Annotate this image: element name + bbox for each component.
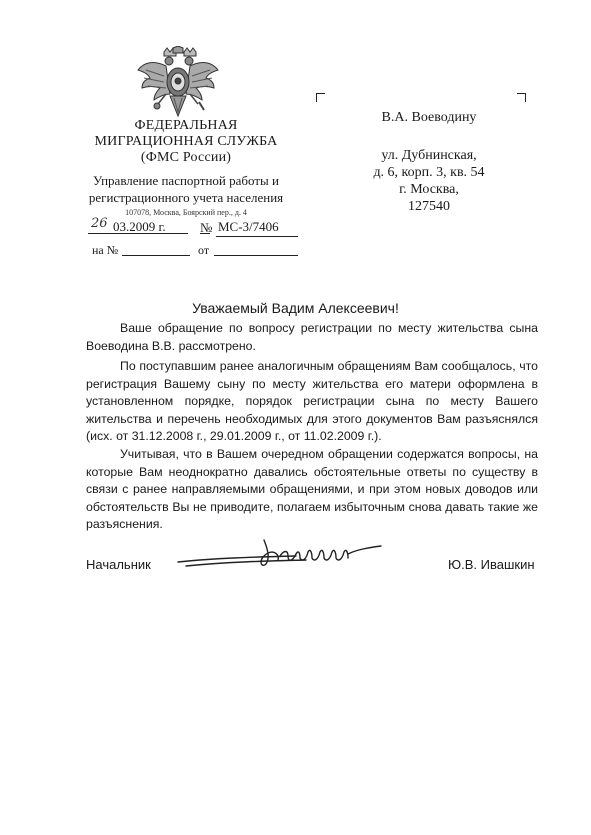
paragraph-1: Ваше обращение по вопросу регистрации по месту жительства сына Воеводина В.В. рассмотрено. [86, 321, 538, 353]
org-abbreviation: (ФМС России) [140, 150, 232, 165]
org-name-line-2: МИГРАЦИОННАЯ СЛУЖБА [94, 134, 278, 149]
handwritten-day: 26 [91, 216, 108, 231]
signatory-name: Ю.В. Ивашкин [448, 557, 535, 572]
department-line-2: регистрационного учета населения [88, 190, 284, 205]
signatory-title: Начальник [86, 557, 151, 572]
from-underline [214, 255, 298, 256]
reply-to-underline [122, 255, 190, 256]
double-headed-eagle-emblem [136, 46, 220, 120]
from-label: от [198, 243, 210, 257]
reply-to-label: на № [92, 243, 119, 257]
address-corner-right [517, 93, 526, 102]
recipient-city: г. Москва, [399, 182, 459, 197]
number-underline [216, 236, 298, 237]
paragraph-3: Учитывая, что в Вашем очередном обращении содержатся вопросы, на которые Вам неоднократно давались обстоятельные ответы по существу в связи с ранее направляемыми обращениями, и при этом новых доводов или обстоятельств Вы не приводите, полагаем избыточным снова давать такие же разъяснения. [86, 447, 538, 532]
sender-address: 107078, Москва, Боярский пер., д. 4 [125, 208, 247, 217]
registration-date: 03.2009 г. [113, 219, 166, 234]
department-line-1: Управление паспортной работы и [93, 173, 279, 188]
registration-number-label: № [200, 220, 213, 235]
recipient-name: В.А. Воеводину [381, 110, 477, 125]
paragraph-2: По поступавшим ранее аналогичным обращениям Вам сообщалось, что регистрация Вашему сыну по месту жительства его матери оформлена в установленном порядке, порядок регистрации сына по месту Вашего жительства и перечень необходимых для этого документов Вам разъяснялся (исх. от 31.12.2008 г., 29.01.2009 г., от 11.02.2009 г.). [86, 359, 538, 444]
org-name-line-1: ФЕДЕРАЛЬНАЯ [134, 118, 238, 133]
recipient-street: ул. Дубнинская, [381, 148, 477, 163]
sender-department [86, 172, 286, 206]
registration-number: МС-3/7406 [218, 219, 279, 234]
sender-organization [86, 118, 286, 166]
recipient-building: д. 6, корп. 3, кв. 54 [373, 165, 485, 180]
address-corner-left [316, 93, 325, 102]
greeting: Уважаемый Вадим Алексеевич! [192, 300, 399, 316]
number-label-underline [200, 233, 210, 234]
recipient-postcode: 127540 [408, 199, 450, 214]
recipient-address [346, 147, 512, 215]
handwritten-signature [176, 532, 396, 574]
